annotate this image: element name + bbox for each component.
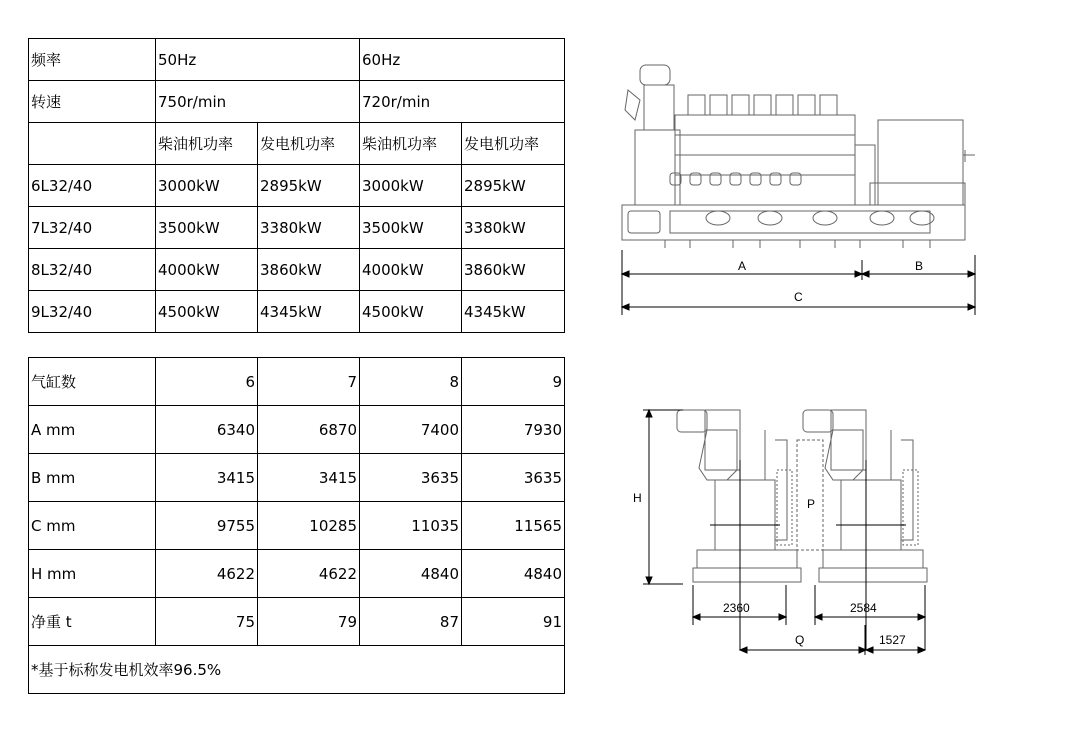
- value-cell: 2895kW: [258, 165, 360, 207]
- dim-label-2584: 2584: [850, 601, 877, 615]
- row-label: C mm: [29, 502, 156, 550]
- value-cell: 9: [462, 358, 565, 406]
- table-row: [29, 598, 565, 646]
- table-row: [29, 39, 565, 81]
- speed-50: 750r/min: [156, 81, 360, 123]
- engine-end-left: [677, 410, 801, 582]
- cylinder-heads: [688, 95, 837, 115]
- col-diesel: 柴油机功率: [360, 123, 462, 165]
- col-diesel: 柴油机功率: [156, 123, 258, 165]
- row-label: B mm: [29, 454, 156, 502]
- value-cell: 4500kW: [156, 291, 258, 333]
- row-label: 气缸数: [29, 358, 156, 406]
- empty-cell: [29, 123, 156, 165]
- engine-end-right: [803, 410, 927, 582]
- table-row: [29, 550, 565, 598]
- value-cell: 4622: [258, 550, 360, 598]
- value-cell: 11565: [462, 502, 565, 550]
- table-row: [29, 406, 565, 454]
- table-row: [29, 646, 565, 694]
- value-cell: 3500kW: [360, 207, 462, 249]
- power-table: [28, 38, 565, 333]
- value-cell: 3500kW: [156, 207, 258, 249]
- side-view-diagram: [610, 55, 990, 320]
- dim-label-a: A: [738, 259, 747, 273]
- value-cell: 3860kW: [462, 249, 565, 291]
- value-cell: 3415: [156, 454, 258, 502]
- value-cell: 4840: [360, 550, 462, 598]
- speed-label: 转速: [29, 81, 156, 123]
- value-cell: 3415: [258, 454, 360, 502]
- value-cell: 8: [360, 358, 462, 406]
- aisle-p: [797, 440, 823, 550]
- col-generator: 发电机功率: [462, 123, 565, 165]
- value-cell: 4622: [156, 550, 258, 598]
- table-row: [29, 454, 565, 502]
- value-cell: 79: [258, 598, 360, 646]
- table-row: [29, 81, 565, 123]
- dim-label-q: Q: [795, 633, 805, 647]
- value-cell: 4000kW: [156, 249, 258, 291]
- value-cell: 4840: [462, 550, 565, 598]
- dim-label-1527: 1527: [879, 633, 906, 647]
- dim-label-p: P: [807, 497, 816, 511]
- row-label: A mm: [29, 406, 156, 454]
- value-cell: 4000kW: [360, 249, 462, 291]
- value-cell: 10285: [258, 502, 360, 550]
- table-row: [29, 291, 565, 333]
- row-label: 净重 t: [29, 598, 156, 646]
- dim-label-b: B: [915, 259, 924, 273]
- value-cell: 2895kW: [462, 165, 565, 207]
- dim-label-c: C: [794, 290, 803, 304]
- value-cell: 9755: [156, 502, 258, 550]
- dim-label-h: H: [633, 491, 642, 505]
- value-cell: 91: [462, 598, 565, 646]
- value-cell: 3860kW: [258, 249, 360, 291]
- table-row: [29, 123, 565, 165]
- value-cell: 4345kW: [462, 291, 565, 333]
- value-cell: 3380kW: [258, 207, 360, 249]
- freq-50: 50Hz: [156, 39, 360, 81]
- model-cell: 9L32/40: [29, 291, 156, 333]
- value-cell: 6340: [156, 406, 258, 454]
- model-cell: 7L32/40: [29, 207, 156, 249]
- row-label: H mm: [29, 550, 156, 598]
- value-cell: 87: [360, 598, 462, 646]
- dimension-table: [28, 357, 565, 694]
- value-cell: 7400: [360, 406, 462, 454]
- footnote: *基于标称发电机效率96.5%: [29, 646, 565, 694]
- table-row: [29, 165, 565, 207]
- generator: [878, 120, 963, 205]
- table-row: [29, 502, 565, 550]
- end-view-diagram: [625, 400, 935, 665]
- freq-label: 频率: [29, 39, 156, 81]
- model-cell: 6L32/40: [29, 165, 156, 207]
- table-row: [29, 207, 565, 249]
- value-cell: 7: [258, 358, 360, 406]
- value-cell: 3000kW: [156, 165, 258, 207]
- value-cell: 3000kW: [360, 165, 462, 207]
- value-cell: 11035: [360, 502, 462, 550]
- value-cell: 4500kW: [360, 291, 462, 333]
- freq-60: 60Hz: [360, 39, 565, 81]
- value-cell: 3380kW: [462, 207, 565, 249]
- value-cell: 4345kW: [258, 291, 360, 333]
- speed-60: 720r/min: [360, 81, 565, 123]
- dim-label-2360: 2360: [723, 601, 750, 615]
- table-row: [29, 249, 565, 291]
- value-cell: 75: [156, 598, 258, 646]
- table-row: [29, 358, 565, 406]
- value-cell: 6870: [258, 406, 360, 454]
- value-cell: 6: [156, 358, 258, 406]
- value-cell: 3635: [360, 454, 462, 502]
- col-generator: 发电机功率: [258, 123, 360, 165]
- value-cell: 7930: [462, 406, 565, 454]
- value-cell: 3635: [462, 454, 565, 502]
- engine-block: [675, 115, 855, 205]
- turbocharger: [640, 65, 670, 85]
- model-cell: 8L32/40: [29, 249, 156, 291]
